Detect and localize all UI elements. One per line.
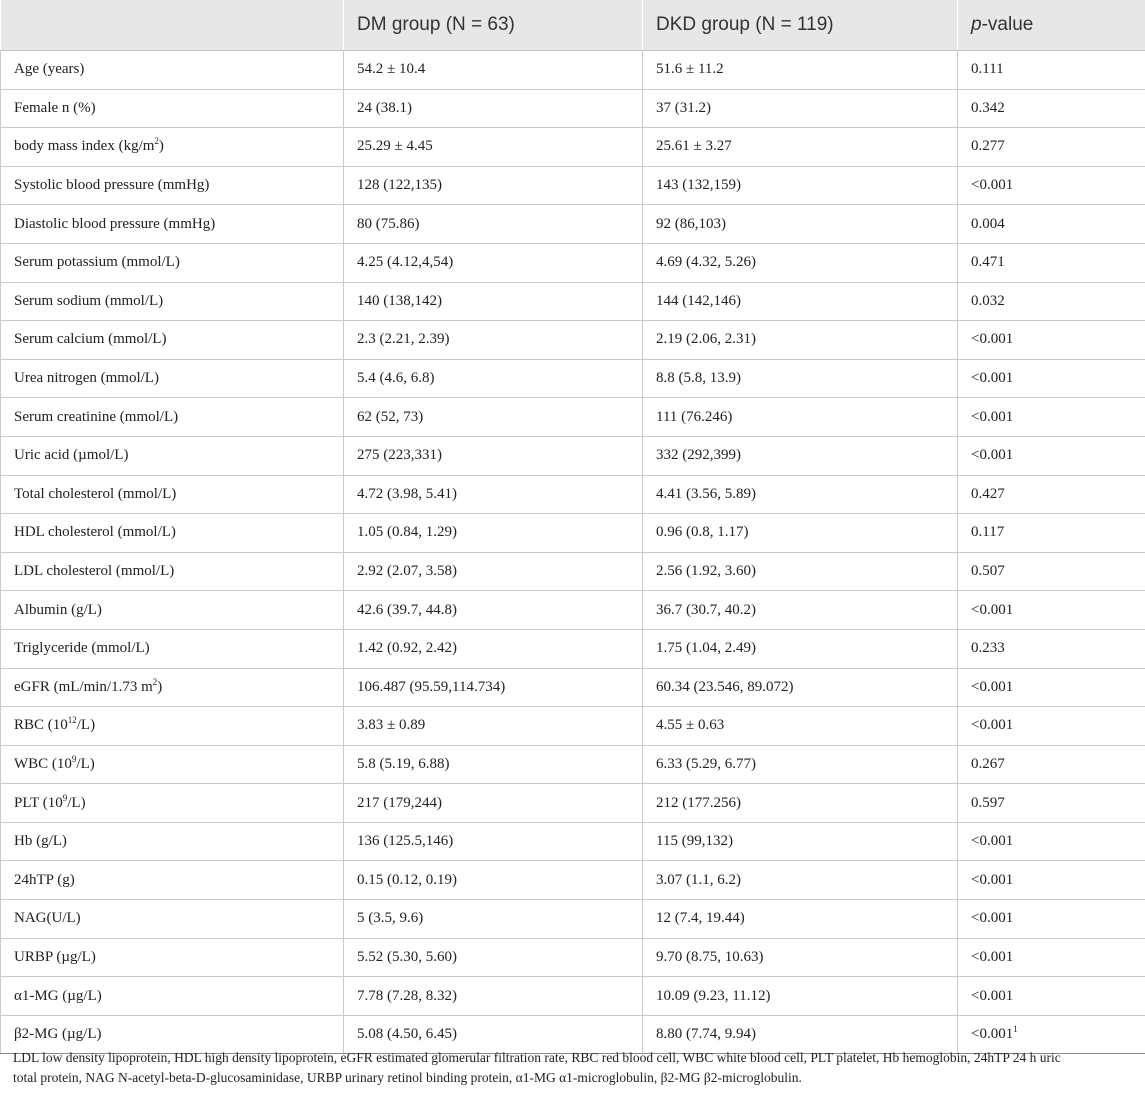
dm-group-value: 4.72 (3.98, 5.41) <box>344 475 643 514</box>
header-p-value <box>958 0 1145 51</box>
dm-group-value: 3.83 ± 0.89 <box>344 707 643 746</box>
footnote-line-1: LDL low density lipoprotein, HDL high density lipoprotein, eGFR estimated glomerular filtration rate, RBC red blood cell, WBC white blood cell, PLT platelet, Hb hemoglobin, 24hTP 24 h uric <box>13 1050 1061 1065</box>
dm-group-value: 5.4 (4.6, 6.8) <box>344 359 643 398</box>
p-value-text: 0.233 <box>971 640 1005 657</box>
row-label-suffix: /L) <box>76 717 96 734</box>
header-dm-group: DM group (N = 63) <box>344 0 643 51</box>
table-row <box>1 668 1145 707</box>
row-label <box>1 822 344 861</box>
dkd-group-value: 1.75 (1.04, 2.49) <box>643 629 958 668</box>
dkd-group-value: 144 (142,146) <box>643 282 958 321</box>
dm-group-value: 4.25 (4.12,4,54) <box>344 243 643 282</box>
p-value <box>958 475 1145 514</box>
dkd-group-value: 92 (86,103) <box>643 205 958 244</box>
dm-group-value: 62 (52, 73) <box>344 398 643 437</box>
p-value <box>958 514 1145 553</box>
dkd-group-value: 3.07 (1.1, 6.2) <box>643 861 958 900</box>
table-row <box>1 128 1145 167</box>
table-row <box>1 89 1145 128</box>
p-value-text: 0.277 <box>971 138 1005 155</box>
p-value <box>958 321 1145 360</box>
dkd-group-value: 0.96 (0.8, 1.17) <box>643 514 958 553</box>
p-value <box>958 398 1145 437</box>
row-label-superscript: 12 <box>67 715 77 726</box>
table-row <box>1 475 1145 514</box>
dm-group-value: 7.78 (7.28, 8.32) <box>344 977 643 1016</box>
row-label-text: eGFR (mL/min/1.73 m <box>14 678 153 695</box>
p-value <box>958 938 1145 977</box>
header-p-italic: p <box>971 14 982 35</box>
p-value <box>958 861 1145 900</box>
p-value-text: 0.267 <box>971 755 1005 772</box>
row-label-suffix: /L) <box>67 794 86 811</box>
dkd-group-value: 111 (76.246) <box>643 398 958 437</box>
table-row <box>1 243 1145 282</box>
row-label <box>1 861 344 900</box>
row-label-text: Female n (%) <box>14 99 96 116</box>
row-label-text: HDL cholesterol (mmol/L) <box>14 524 176 541</box>
dm-group-value: 42.6 (39.7, 44.8) <box>344 591 643 630</box>
row-label-text: WBC (10 <box>14 755 72 772</box>
p-value <box>958 436 1145 475</box>
table-row <box>1 977 1145 1016</box>
dkd-group-value: 212 (177.256) <box>643 784 958 823</box>
p-value <box>958 359 1145 398</box>
p-value <box>958 282 1145 321</box>
dkd-group-value: 9.70 (8.75, 10.63) <box>643 938 958 977</box>
row-label <box>1 205 344 244</box>
p-value <box>958 668 1145 707</box>
header-variable <box>1 0 344 51</box>
row-label-text: Albumin (g/L) <box>14 601 102 618</box>
dm-group-value: 5.08 (4.50, 6.45) <box>344 1015 643 1054</box>
dkd-group-value: 332 (292,399) <box>643 436 958 475</box>
dkd-group-value: 36.7 (30.7, 40.2) <box>643 591 958 630</box>
dm-group-value: 2.92 (2.07, 3.58) <box>344 552 643 591</box>
table-row <box>1 282 1145 321</box>
dm-group-value: 1.42 (0.92, 2.42) <box>344 629 643 668</box>
p-value <box>958 629 1145 668</box>
row-label-text: 24hTP (g) <box>14 871 75 888</box>
row-label-superscript: 2 <box>154 136 159 147</box>
row-label-text: α1-MG (µg/L) <box>14 987 102 1004</box>
table-footnote <box>13 1048 1128 1088</box>
dkd-group-value: 4.69 (4.32, 5.26) <box>643 243 958 282</box>
p-value-text: 0.117 <box>971 524 1005 541</box>
p-value-text: <0.001 <box>971 601 1014 618</box>
dm-group-value: 54.2 ± 10.4 <box>344 51 643 90</box>
p-value-text: 0.597 <box>971 794 1005 811</box>
table-row <box>1 861 1145 900</box>
dm-group-value: 140 (138,142) <box>344 282 643 321</box>
header-dkd-group: DKD group (N = 119) <box>643 0 958 51</box>
dkd-group-value: 8.80 (7.74, 9.94) <box>643 1015 958 1054</box>
dkd-group-value: 25.61 ± 3.27 <box>643 128 958 167</box>
row-label <box>1 591 344 630</box>
dm-group-value: 5.52 (5.30, 5.60) <box>344 938 643 977</box>
p-value-text: <0.001 <box>971 987 1014 1004</box>
row-label <box>1 89 344 128</box>
table-row <box>1 166 1145 205</box>
p-value <box>958 822 1145 861</box>
p-value-text: <0.001 <box>971 177 1014 194</box>
row-label <box>1 629 344 668</box>
dkd-group-value: 2.19 (2.06, 2.31) <box>643 321 958 360</box>
dkd-group-value: 143 (132,159) <box>643 166 958 205</box>
dkd-group-value: 6.33 (5.29, 6.77) <box>643 745 958 784</box>
p-value <box>958 977 1145 1016</box>
dkd-group-value: 8.8 (5.8, 13.9) <box>643 359 958 398</box>
dkd-group-value: 4.41 (3.56, 5.89) <box>643 475 958 514</box>
p-value-text: 0.471 <box>971 254 1005 271</box>
row-label <box>1 938 344 977</box>
row-label <box>1 977 344 1016</box>
row-label-text: Age (years) <box>14 61 85 78</box>
row-label-text: Total cholesterol (mmol/L) <box>14 485 177 502</box>
dm-group-value: 0.15 (0.12, 0.19) <box>344 861 643 900</box>
table-header-row <box>1 0 1145 51</box>
dm-group-value: 128 (122,135) <box>344 166 643 205</box>
row-label-text: RBC (10 <box>14 717 68 734</box>
dm-group-value: 80 (75.86) <box>344 205 643 244</box>
header-p-rest: -value <box>981 14 1034 35</box>
p-value-text: <0.001 <box>971 871 1014 888</box>
dm-group-value: 24 (38.1) <box>344 89 643 128</box>
p-value <box>958 128 1145 167</box>
dkd-group-value: 37 (31.2) <box>643 89 958 128</box>
row-label-suffix: /L) <box>76 755 95 772</box>
row-label-suffix: ) <box>157 678 163 695</box>
table-row <box>1 552 1145 591</box>
table-row <box>1 900 1145 939</box>
dm-group-value: 5 (3.5, 9.6) <box>344 900 643 939</box>
p-value <box>958 745 1145 784</box>
row-label-text: LDL cholesterol (mmol/L) <box>14 563 175 580</box>
dm-group-value: 5.8 (5.19, 6.88) <box>344 745 643 784</box>
row-label-text: Serum sodium (mmol/L) <box>14 292 164 309</box>
p-value-text: 0.032 <box>971 292 1005 309</box>
p-value-text: <0.001 <box>971 447 1014 464</box>
row-label <box>1 321 344 360</box>
dm-group-value: 275 (223,331) <box>344 436 643 475</box>
row-label-text: body mass index (kg/m <box>14 138 155 155</box>
row-label <box>1 243 344 282</box>
row-label <box>1 900 344 939</box>
row-label <box>1 398 344 437</box>
p-value-text: 0.427 <box>971 485 1005 502</box>
row-label-text: Systolic blood pressure (mmHg) <box>14 177 210 194</box>
dm-group-value: 1.05 (0.84, 1.29) <box>344 514 643 553</box>
table-row <box>1 436 1145 475</box>
p-value-text: <0.001 <box>971 717 1014 734</box>
p-value-superscript: 1 <box>1013 1024 1018 1035</box>
p-value <box>958 89 1145 128</box>
p-value <box>958 591 1145 630</box>
dm-group-value: 136 (125.5,146) <box>344 822 643 861</box>
table-row <box>1 938 1145 977</box>
p-value-text: 0.004 <box>971 215 1005 232</box>
row-label-text: NAG(U/L) <box>14 910 81 927</box>
p-value-text: 0.507 <box>971 563 1005 580</box>
row-label-superscript: 9 <box>62 792 68 803</box>
dm-group-value: 2.3 (2.21, 2.39) <box>344 321 643 360</box>
dkd-group-value: 115 (99,132) <box>643 822 958 861</box>
dkd-group-value: 2.56 (1.92, 3.60) <box>643 552 958 591</box>
dkd-group-value: 4.55 ± 0.63 <box>643 707 958 746</box>
p-value <box>958 784 1145 823</box>
row-label <box>1 282 344 321</box>
table-row <box>1 822 1145 861</box>
table-body <box>1 51 1145 1054</box>
row-label <box>1 745 344 784</box>
row-label <box>1 552 344 591</box>
row-label-text: Serum potassium (mmol/L) <box>14 254 180 271</box>
p-value <box>958 51 1145 90</box>
dm-group-value: 217 (179,244) <box>344 784 643 823</box>
row-label-superscript: 9 <box>71 753 77 764</box>
p-value <box>958 900 1145 939</box>
p-value-text: <0.001 <box>971 370 1014 387</box>
row-label <box>1 514 344 553</box>
dkd-group-value: 60.34 (23.546, 89.072) <box>643 668 958 707</box>
table-row <box>1 591 1145 630</box>
row-label <box>1 128 344 167</box>
dkd-group-value: 51.6 ± 11.2 <box>643 51 958 90</box>
p-value <box>958 205 1145 244</box>
table-row <box>1 514 1145 553</box>
row-label <box>1 707 344 746</box>
row-label-text: Diastolic blood pressure (mmHg) <box>14 215 216 232</box>
table-row <box>1 321 1145 360</box>
dm-group-value: 106.487 (95.59,114.734) <box>344 668 643 707</box>
table-row <box>1 398 1145 437</box>
row-label <box>1 475 344 514</box>
p-value-text: <0.001 <box>971 1026 1014 1043</box>
table-row <box>1 629 1145 668</box>
row-label-text: Triglyceride (mmol/L) <box>14 640 150 657</box>
p-value <box>958 166 1145 205</box>
table-row <box>1 745 1145 784</box>
row-label-suffix: ) <box>158 138 164 155</box>
dkd-group-value: 12 (7.4, 19.44) <box>643 900 958 939</box>
p-value-text: <0.001 <box>971 408 1014 425</box>
p-value-text: <0.001 <box>971 331 1014 348</box>
p-value <box>958 552 1145 591</box>
row-label-text: Hb (g/L) <box>14 833 67 850</box>
row-label-superscript: 2 <box>152 676 158 687</box>
p-value-text: <0.001 <box>971 678 1014 695</box>
row-label <box>1 166 344 205</box>
p-value-text: 0.342 <box>971 99 1005 116</box>
table-row <box>1 707 1145 746</box>
row-label-text: Urea nitrogen (mmol/L) <box>14 370 159 387</box>
row-label <box>1 668 344 707</box>
row-label <box>1 436 344 475</box>
row-label-text: Uric acid (µmol/L) <box>14 447 129 464</box>
dm-group-value: 25.29 ± 4.45 <box>344 128 643 167</box>
row-label-text: URBP (µg/L) <box>14 948 96 965</box>
row-label-text: β2-MG (µg/L) <box>14 1026 102 1043</box>
row-label <box>1 784 344 823</box>
row-label <box>1 359 344 398</box>
dkd-group-value: 10.09 (9.23, 11.12) <box>643 977 958 1016</box>
p-value <box>958 707 1145 746</box>
p-value-text: <0.001 <box>971 910 1014 927</box>
row-label-text: PLT (10 <box>14 794 63 811</box>
p-value-text: <0.001 <box>971 948 1014 965</box>
row-label-text: Serum calcium (mmol/L) <box>14 331 167 348</box>
table-row <box>1 784 1145 823</box>
p-value-text: 0.111 <box>971 61 1004 78</box>
row-label <box>1 51 344 90</box>
table-row <box>1 359 1145 398</box>
p-value-text: <0.001 <box>971 833 1014 850</box>
table-row <box>1 205 1145 244</box>
p-value <box>958 243 1145 282</box>
row-label-text: Serum creatinine (mmol/L) <box>14 408 179 425</box>
table-row <box>1 51 1145 90</box>
footnote-line-2: total protein, NAG N-acetyl-beta-D-glucosaminidase, URBP urinary retinol binding protein, α1-MG α1-microglobulin, β2-MG β2-microglobulin. <box>13 1070 802 1085</box>
